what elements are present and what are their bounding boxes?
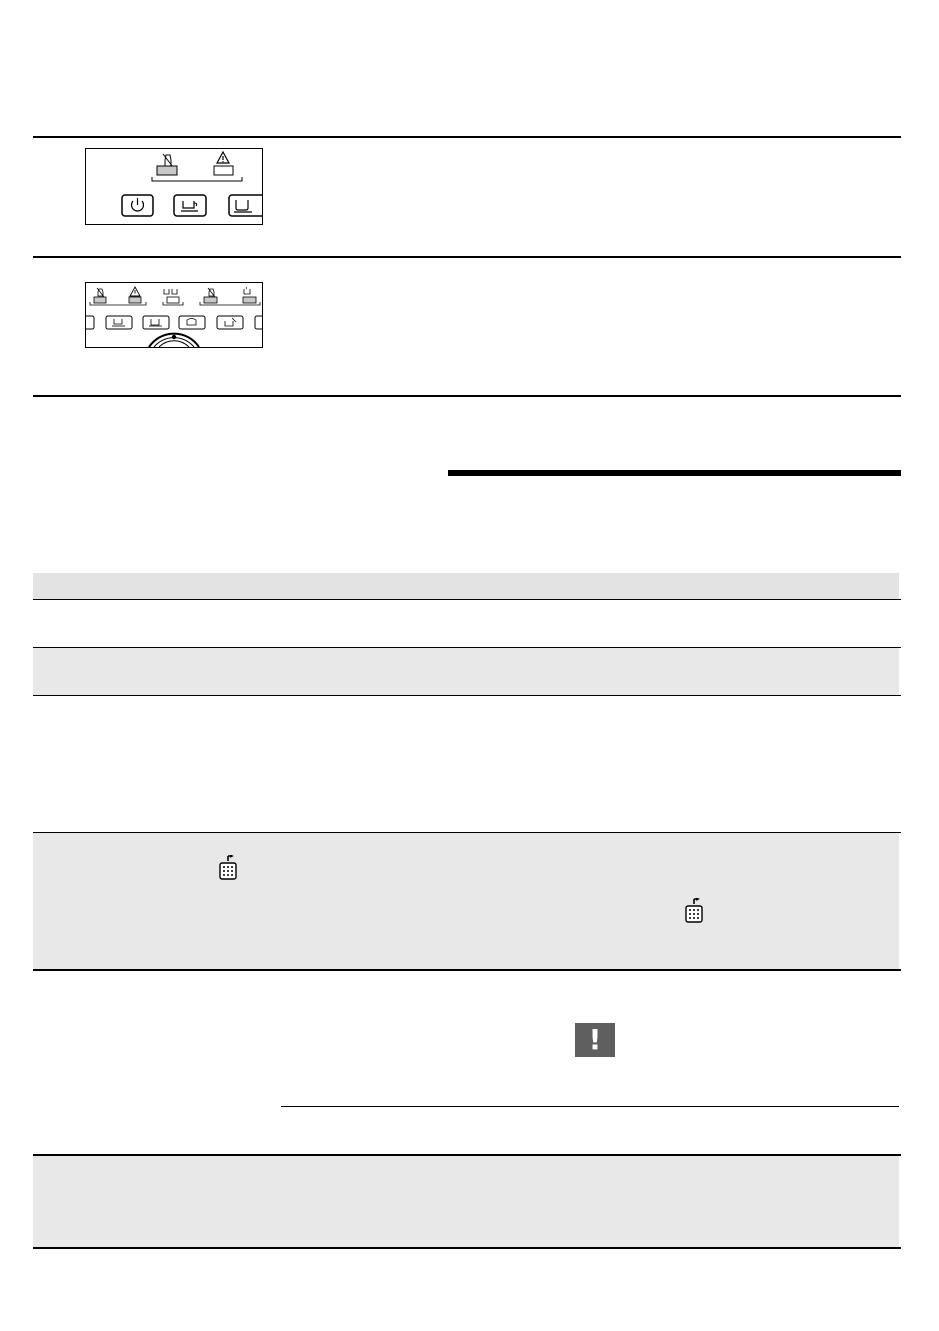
table-row-rule-4 bbox=[33, 969, 901, 971]
table-row-shaded-1 bbox=[33, 648, 899, 695]
espresso-cup-icon bbox=[174, 195, 206, 216]
section-rule-2 bbox=[33, 395, 901, 397]
led-unlit bbox=[214, 166, 233, 175]
steam-icon bbox=[217, 316, 243, 329]
table-bottom-rule bbox=[33, 1247, 901, 1249]
control-panel-drawing-2 bbox=[86, 283, 262, 347]
milk-off-icon bbox=[97, 288, 104, 297]
control-panel-illustration-2 bbox=[85, 282, 263, 348]
milk-off-icon bbox=[163, 154, 173, 167]
espresso-cup-icon bbox=[106, 316, 132, 329]
warning-exclamation-icon: ! bbox=[588, 1023, 602, 1056]
control-panel-drawing-1 bbox=[86, 149, 262, 224]
table-inner-divider bbox=[281, 1106, 899, 1107]
milk-icon bbox=[244, 287, 250, 294]
table-row-rule-2 bbox=[33, 695, 901, 696]
table-row-shaded-2 bbox=[33, 833, 899, 969]
table-header-rule bbox=[33, 599, 901, 600]
control-panel-illustration-1 bbox=[85, 148, 263, 225]
top-rule bbox=[33, 136, 901, 138]
coffee-cup-icon bbox=[143, 316, 169, 329]
warning-triangle-icon bbox=[217, 152, 229, 163]
power-icon bbox=[122, 195, 153, 216]
table-header bbox=[33, 573, 899, 599]
led-lit bbox=[157, 166, 177, 175]
section-rule-1 bbox=[33, 256, 901, 258]
warning-box bbox=[575, 1023, 615, 1057]
warning-triangle-icon bbox=[130, 287, 140, 296]
cappuccino-icon bbox=[179, 316, 205, 329]
milk-off-icon bbox=[208, 288, 215, 297]
descale-icon bbox=[683, 898, 705, 924]
descale-icon bbox=[217, 855, 239, 881]
double-cup-icon bbox=[164, 289, 177, 294]
coffee-cup-icon bbox=[229, 195, 262, 216]
table-row-shaded-3 bbox=[33, 1156, 899, 1247]
heading-bar bbox=[448, 470, 901, 476]
